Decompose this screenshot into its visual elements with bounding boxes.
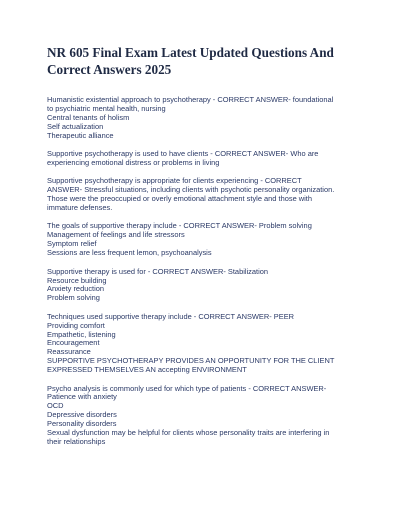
qa-block xyxy=(47,150,360,168)
answer-line: Symptom relief xyxy=(47,239,97,249)
answer-line: Reassurance xyxy=(47,347,91,357)
answer-line: Self actualization xyxy=(47,121,104,131)
answer-line: Management of feelings and life stressors xyxy=(47,230,185,240)
question-line: The goals of supportive therapy include - CORRECT ANSWER- Problem solving xyxy=(47,221,312,231)
answer-line: to psychiatric mental health, nursing xyxy=(47,103,166,113)
answer-line: Central tenants of holism xyxy=(47,112,130,122)
answer-line: Resource building xyxy=(47,275,107,285)
answer-line: Problem solving xyxy=(47,293,100,303)
answer-line: Empathetic, listening xyxy=(47,329,116,339)
answer-line: Depressive disorders xyxy=(47,410,117,420)
answer-line: OCD xyxy=(47,401,64,411)
document-title-line: NR 605 Final Exam Latest Updated Questions And xyxy=(47,45,334,60)
qa-block xyxy=(47,313,360,375)
question-line: Psycho analysis is commonly used for which type of patients - CORRECT ANSWER- xyxy=(47,383,327,393)
qa-block xyxy=(47,96,360,141)
answer-line: Those were the preoccupied or overly emotional attachment style and those with xyxy=(47,194,313,204)
question-line: Supportive psychotherapy is appropriate for clients experiencing - CORRECT xyxy=(47,176,302,186)
qa-block xyxy=(47,268,360,304)
answer-line: Personality disorders xyxy=(47,419,117,429)
qa-block xyxy=(47,385,360,447)
answer-line: immature defenses. xyxy=(47,203,113,213)
qa-block xyxy=(47,177,360,213)
question-line: Supportive psychotherapy is used to have clients - CORRECT ANSWER- Who are xyxy=(47,149,319,159)
answer-line: Sexual dysfunction may be helpful for clients whose personality traits are interfering in xyxy=(47,428,330,438)
qa-block xyxy=(47,222,360,258)
document-title xyxy=(47,44,347,78)
answer-line: Providing comfort xyxy=(47,320,105,330)
answer-line: Patience with anxiety xyxy=(47,392,117,402)
answer-line: their relationships xyxy=(47,437,106,446)
answer-line: EXPRESSED THEMSELVES AN accepting ENVIRONMENT xyxy=(47,365,247,375)
answer-line: Sessions are less frequent lemon, psychoanalysis xyxy=(47,248,212,258)
question-line: Supportive therapy is used for - CORRECT ANSWER- Stabilization xyxy=(47,266,269,276)
document-title-line: Correct Answers 2025 xyxy=(47,62,172,77)
answer-line: experiencing emotional distress or problems in living xyxy=(47,157,220,167)
answer-line: Anxiety reduction xyxy=(47,284,105,294)
question-line: Humanistic existential approach to psychotherapy - CORRECT ANSWER- foundational xyxy=(47,95,334,104)
answer-line: ANSWER- Stressful situations, including clients with psychotic personality organization. xyxy=(47,185,335,195)
answer-line: Encouragement xyxy=(47,338,100,348)
question-line: Techniques used supportive therapy include - CORRECT ANSWER- PEER xyxy=(47,311,295,321)
answer-line: SUPPORTIVE PSYCHOTHERAPY PROVIDES AN OPPORTUNITY FOR THE CLIENT xyxy=(47,356,335,366)
answer-line: Therapeutic alliance xyxy=(47,130,114,140)
